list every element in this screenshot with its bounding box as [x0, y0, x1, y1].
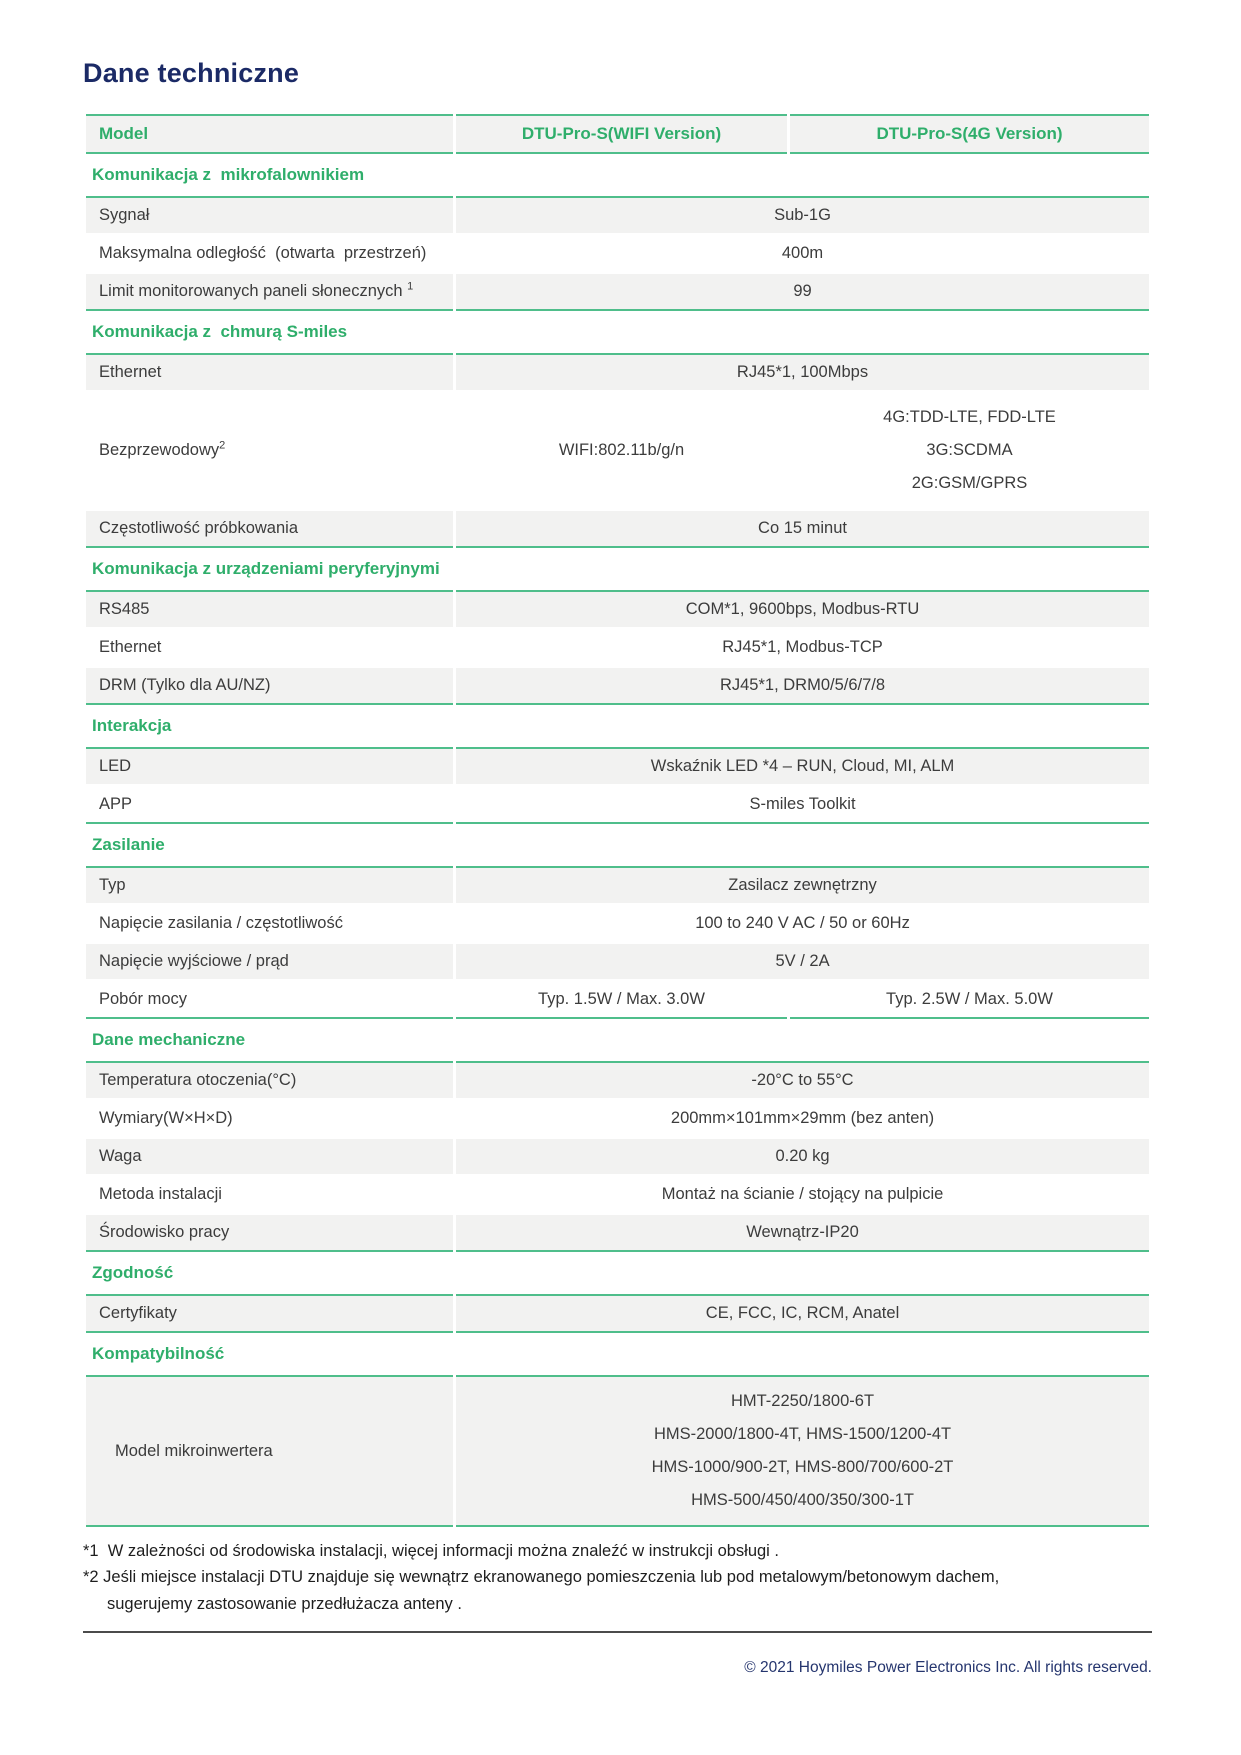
footnote-line-3: sugerujemy zastosowanie przedłużacza anteny . [107, 1594, 462, 1613]
section-header-7: Zgodność [86, 1255, 1149, 1291]
row-value: 400m [781, 244, 824, 262]
row-label: Maksymalna odległość (otwarta przestrzeń) [99, 244, 427, 262]
row-value: Sub-1G [456, 196, 1149, 233]
table-row [86, 747, 1149, 784]
row-value: Wewnątrz-IP20 [456, 1215, 1149, 1252]
row-value: 200mm×101mm×29mm (bez anten) [670, 1109, 935, 1127]
section-row [86, 1022, 1149, 1058]
row-label: Certyfikaty [86, 1294, 453, 1333]
footer-divider [83, 1631, 1152, 1633]
row-label: Temperatura otoczenia(°C) [86, 1061, 453, 1098]
section-header-5: Zasilanie [86, 827, 1149, 863]
table-row [86, 1101, 1149, 1136]
row-value: RJ45*1, DRM0/5/6/7/8 [456, 668, 1149, 705]
row-label: Limit monitorowanych paneli słonecznych $^1$ [86, 274, 453, 311]
spec-table [83, 111, 1152, 1530]
row-value: Wskaźnik LED *4 – RUN, Cloud, MI, ALM [456, 747, 1149, 784]
row-label: Napięcie wyjściowe / prąd [86, 944, 453, 979]
table-row [86, 944, 1149, 979]
table-row [86, 668, 1149, 705]
footnotes [83, 1538, 1152, 1617]
value-line: 2G:GSM/GPRS [911, 474, 1028, 492]
row-label: Częstotliwość próbkowania [86, 511, 453, 548]
column-header-4g-version: DTU-Pro-S(4G Version) [790, 114, 1149, 154]
row-label: Ethernet [99, 638, 162, 656]
row-label: Sygnał [86, 196, 453, 233]
row-label: Model mikroinwertera [86, 1375, 453, 1527]
value-line: HMS-500/450/400/350/300-1T [691, 1491, 914, 1509]
column-header-wifi-version: DTU-Pro-S(WIFI Version) [456, 114, 787, 154]
row-value: CE, FCC, IC, RCM, Anatel [456, 1294, 1149, 1333]
value-line: HMS-1000/900-2T, HMS-800/700/600-2T [651, 1458, 954, 1476]
footnote-line-2: *2 Jeśli miejsce instalacji DTU znajduje się wewnątrz ekranowanego pomieszczenia lub pod metalowym/betonowym dachem, [83, 1568, 1000, 1587]
row-value [456, 1375, 1149, 1527]
table-row [86, 590, 1149, 627]
row-value: Montaż na ścianie / stojący na pulpicie [661, 1185, 944, 1203]
column-header-model: Model [86, 114, 453, 154]
table-row [86, 787, 1149, 824]
value-line: HMS-2000/1800-4T, HMS-1500/1200-4T [653, 1425, 952, 1443]
table-row [86, 866, 1149, 903]
section-row [86, 708, 1149, 744]
row-label: Bezprzewodowy$^2$ [99, 439, 226, 459]
section-header-3: Komunikacja z urządzeniami peryferyjnymi [86, 551, 1149, 587]
table-row [86, 353, 1149, 390]
table-row [86, 1177, 1149, 1212]
row-label: Wymiary(W×H×D) [99, 1109, 233, 1127]
row-label: Waga [86, 1139, 453, 1174]
value-4g: Typ. 2.5W / Max. 5.0W [790, 982, 1149, 1019]
spec-table-body [86, 157, 1149, 1527]
row-value: S-miles Toolkit [456, 787, 1149, 824]
row-label: Metoda instalacji [99, 1185, 222, 1203]
value-wifi: WIFI:802.11b/g/n [558, 441, 685, 459]
footnote-marker: 1 [407, 280, 414, 293]
row-value: 100 to 240 V AC / 50 or 60Hz [695, 914, 910, 932]
row-label: Napięcie zasilania / częstotliwość [99, 914, 343, 932]
section-header-4: Interakcja [86, 708, 1149, 744]
spec-table-head [86, 114, 1149, 154]
section-header-1: Komunikacja z mikrofalownikiem [86, 157, 1149, 193]
section-header-2: Komunikacja z chmurą S-miles [86, 314, 1149, 350]
row-label: RS485 [86, 590, 453, 627]
row-value: COM*1, 9600bps, Modbus-RTU [456, 590, 1149, 627]
table-header-row [86, 114, 1149, 154]
section-header-6: Dane mechaniczne [86, 1022, 1149, 1058]
table-row [86, 393, 1149, 508]
value-line: HMT-2250/1800-6T [730, 1392, 875, 1410]
section-row [86, 827, 1149, 863]
page-title: Dane techniczne [83, 58, 300, 88]
table-row [86, 1294, 1149, 1333]
section-row [86, 314, 1149, 350]
table-row [86, 1375, 1149, 1527]
row-label: APP [86, 787, 453, 824]
table-row [86, 1061, 1149, 1098]
table-row [86, 1139, 1149, 1174]
row-value: 99 [456, 274, 1149, 311]
section-row [86, 157, 1149, 193]
row-value: 0.20 kg [456, 1139, 1149, 1174]
row-label: DRM (Tylko dla AU/NZ) [86, 668, 453, 705]
row-value: Co 15 minut [456, 511, 1149, 548]
row-value: -20°C to 55°C [456, 1061, 1149, 1098]
table-row [86, 236, 1149, 271]
row-label: LED [86, 747, 453, 784]
table-row [86, 1215, 1149, 1252]
section-header-8: Kompatybilność [86, 1336, 1149, 1372]
table-row [86, 906, 1149, 941]
value-line: 4G:TDD-LTE, FDD-LTE [883, 408, 1056, 426]
table-row [86, 274, 1149, 311]
footnote-line-1: *1 W zależności od środowiska instalacji, więcej informacji można znaleźć w instrukcji obsługi . [83, 1542, 780, 1560]
value-4g [790, 393, 1149, 508]
section-row [86, 1255, 1149, 1291]
value-wifi: Typ. 1.5W / Max. 3.0W [456, 982, 787, 1019]
table-row [86, 511, 1149, 548]
row-value: 5V / 2A [456, 944, 1149, 979]
row-value: Zasilacz zewnętrzny [456, 866, 1149, 903]
row-label: Typ [86, 866, 453, 903]
row-label: Pobór mocy [86, 982, 453, 1019]
copyright-notice: © 2021 Hoymiles Power Electronics Inc. All rights reserved. [744, 1659, 1152, 1677]
table-row [86, 982, 1149, 1019]
section-row [86, 1336, 1149, 1372]
row-value: RJ45*1, Modbus-TCP [722, 638, 883, 656]
row-value: RJ45*1, 100Mbps [456, 353, 1149, 390]
value-line: 3G:SCDMA [926, 441, 1013, 459]
table-row [86, 196, 1149, 233]
footnote-marker: 2 [219, 439, 226, 452]
table-row [86, 630, 1149, 665]
row-label: Ethernet [86, 353, 453, 390]
section-row [86, 551, 1149, 587]
row-label: Środowisko pracy [86, 1215, 453, 1252]
